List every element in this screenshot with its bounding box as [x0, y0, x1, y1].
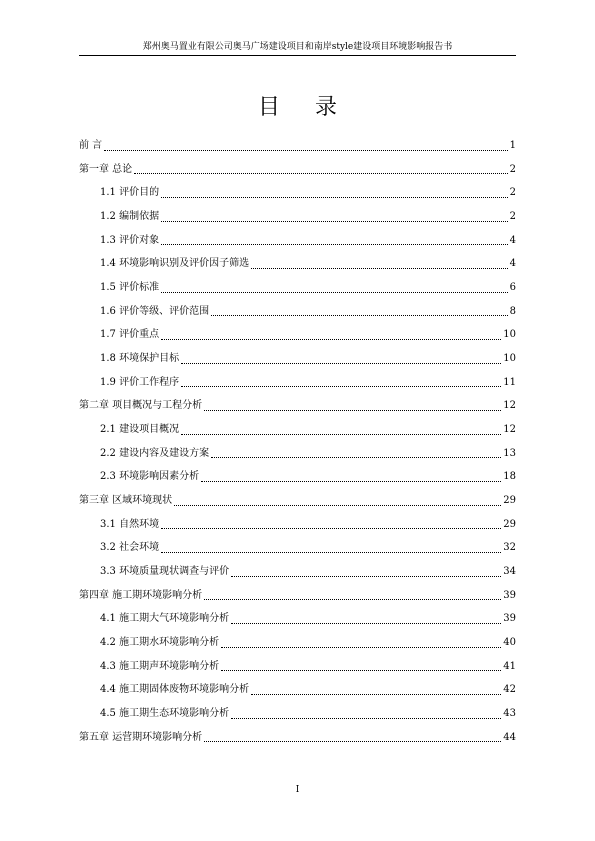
toc-section-entry[interactable]: [79, 418, 516, 442]
toc-entry-page: 43: [503, 707, 516, 719]
toc-entry-label: 1.4 环境影响识别及评价因子筛选: [100, 258, 250, 270]
toc-entry-page: 8: [509, 305, 516, 317]
toc-entry-page: 39: [503, 589, 516, 601]
toc-chapter-entry[interactable]: [79, 489, 516, 513]
toc-entry-page: 12: [503, 423, 516, 435]
toc-entry-label: 1.9 评价工作程序: [100, 376, 180, 388]
toc-chapter-entry[interactable]: [79, 158, 516, 182]
toc-entry-label: 第二章 项目概况与工程分析: [79, 400, 203, 412]
toc-dot-leader: [211, 314, 508, 316]
toc-entry-label: 4.3 施工期声环境影响分析: [100, 660, 220, 672]
toc-entry-page: 10: [503, 329, 516, 341]
toc-dot-leader: [134, 172, 507, 174]
toc-dot-leader: [181, 385, 501, 387]
toc-entry-label: 第四章 施工期环境影响分析: [79, 589, 203, 601]
toc-dot-leader: [161, 291, 508, 293]
toc-entry-page: 29: [503, 494, 516, 506]
toc-entry-label: 3.3 环境质量现状调查与评价: [100, 565, 230, 577]
toc-section-entry[interactable]: [79, 536, 516, 560]
toc-section-entry[interactable]: [79, 347, 516, 371]
toc-dot-leader: [104, 149, 507, 151]
toc-dot-leader: [204, 598, 501, 600]
toc-section-entry[interactable]: [79, 513, 516, 537]
toc-entry-page: 4: [509, 234, 516, 246]
toc-dot-leader: [181, 362, 501, 364]
toc-entry-page: 6: [509, 281, 516, 293]
toc-section-entry[interactable]: [79, 229, 516, 253]
toc-dot-leader: [161, 196, 508, 198]
toc-entry-page: 2: [509, 210, 516, 222]
toc-section-entry[interactable]: [79, 465, 516, 489]
toc-entry-label: 4.4 施工期固体废物环境影响分析: [100, 684, 250, 696]
toc-entry-page: 39: [503, 613, 516, 625]
toc-entry-label: 4.1 施工期大气环境影响分析: [100, 613, 230, 625]
toc-entry-page: 1: [509, 139, 516, 151]
toc-entry-label: 4.5 施工期生态环境影响分析: [100, 707, 230, 719]
toc-section-entry[interactable]: [79, 702, 516, 726]
toc-dot-leader: [161, 551, 501, 553]
toc-entry-label: 第五章 运营期环境影响分析: [79, 731, 203, 743]
toc-chapter-entry[interactable]: [79, 134, 516, 158]
toc-dot-leader: [174, 504, 501, 506]
toc-dot-leader: [161, 527, 501, 529]
toc-dot-leader: [201, 480, 501, 482]
toc-dot-leader: [231, 622, 501, 624]
toc-section-entry[interactable]: [79, 442, 516, 466]
toc-entry-label: 4.2 施工期水环境影响分析: [100, 636, 220, 648]
toc-section-entry[interactable]: [79, 371, 516, 395]
toc-entry-page: 44: [503, 731, 516, 743]
toc-section-entry[interactable]: [79, 607, 516, 631]
toc-chapter-entry[interactable]: [79, 584, 516, 608]
toc-entry-page: 2: [509, 187, 516, 199]
toc-entry-label: 1.5 评价标准: [100, 281, 160, 293]
toc-entry-page: 29: [503, 518, 516, 530]
toc-section-entry[interactable]: [79, 205, 516, 229]
toc-dot-leader: [204, 740, 501, 742]
toc-dot-leader: [221, 669, 501, 671]
toc-section-entry[interactable]: [79, 276, 516, 300]
toc-entry-page: 41: [503, 660, 516, 672]
toc-entry-label: 2.1 建设项目概况: [100, 423, 180, 435]
toc-entry-page: 10: [503, 352, 516, 364]
toc-dot-leader: [161, 338, 501, 340]
toc-dot-leader: [181, 433, 501, 435]
toc-entry-label: 1.3 评价对象: [100, 234, 160, 246]
page-number: I: [295, 785, 300, 795]
toc-section-entry[interactable]: [79, 300, 516, 324]
toc-entry-page: 12: [503, 400, 516, 412]
toc-chapter-entry[interactable]: [79, 726, 516, 750]
toc-entry-label: 3.2 社会环境: [100, 542, 160, 554]
toc-dot-leader: [211, 456, 501, 458]
toc-dot-leader: [231, 717, 501, 719]
toc-entry-label: 第一章 总论: [79, 163, 133, 175]
toc-dot-leader: [231, 575, 501, 577]
header-rule: [79, 55, 516, 56]
toc-entry-label: 3.1 自然环境: [100, 518, 160, 530]
running-header: 郑州奥马置业有限公司奥马广场建设项目和南岸style建设项目环境影响报告书: [142, 42, 453, 52]
toc-entry-page: 13: [503, 447, 516, 459]
toc-section-entry[interactable]: [79, 560, 516, 584]
toc-dot-leader: [251, 267, 508, 269]
toc-dot-leader: [251, 693, 501, 695]
toc-section-entry[interactable]: [79, 631, 516, 655]
toc-entry-page: 40: [503, 636, 516, 648]
toc-entry-label: 1.7 评价重点: [100, 329, 160, 341]
toc-entry-page: 4: [509, 258, 516, 270]
toc-section-entry[interactable]: [79, 678, 516, 702]
toc-dot-leader: [204, 409, 501, 411]
toc-entry-page: 42: [503, 684, 516, 696]
toc-dot-leader: [161, 243, 508, 245]
toc-section-entry[interactable]: [79, 323, 516, 347]
toc-entry-label: 1.8 环境保护目标: [100, 352, 180, 364]
toc-entry-label: 第三章 区域环境现状: [79, 494, 173, 506]
toc-entry-label: 前 言: [79, 139, 103, 151]
toc-entry-label: 2.3 环境影响因素分析: [100, 471, 200, 483]
toc-section-entry[interactable]: [79, 252, 516, 276]
toc-entry-page: 18: [503, 471, 516, 483]
toc-title: 目 录: [258, 95, 351, 120]
table-of-contents: [79, 134, 516, 749]
toc-entry-page: 2: [509, 163, 516, 175]
toc-entry-label: 1.6 评价等级、评价范围: [100, 305, 210, 317]
toc-section-entry[interactable]: [79, 655, 516, 679]
toc-entry-page: 34: [503, 565, 516, 577]
toc-entry-label: 1.1 评价目的: [100, 187, 160, 199]
toc-entry-label: 2.2 建设内容及建设方案: [100, 447, 210, 459]
toc-entry-page: 11: [503, 376, 516, 388]
toc-dot-leader: [161, 220, 508, 222]
toc-entry-page: 32: [503, 542, 516, 554]
toc-chapter-entry[interactable]: [79, 394, 516, 418]
toc-dot-leader: [221, 646, 501, 648]
toc-section-entry[interactable]: [79, 181, 516, 205]
toc-entry-label: 1.2 编制依据: [100, 210, 160, 222]
